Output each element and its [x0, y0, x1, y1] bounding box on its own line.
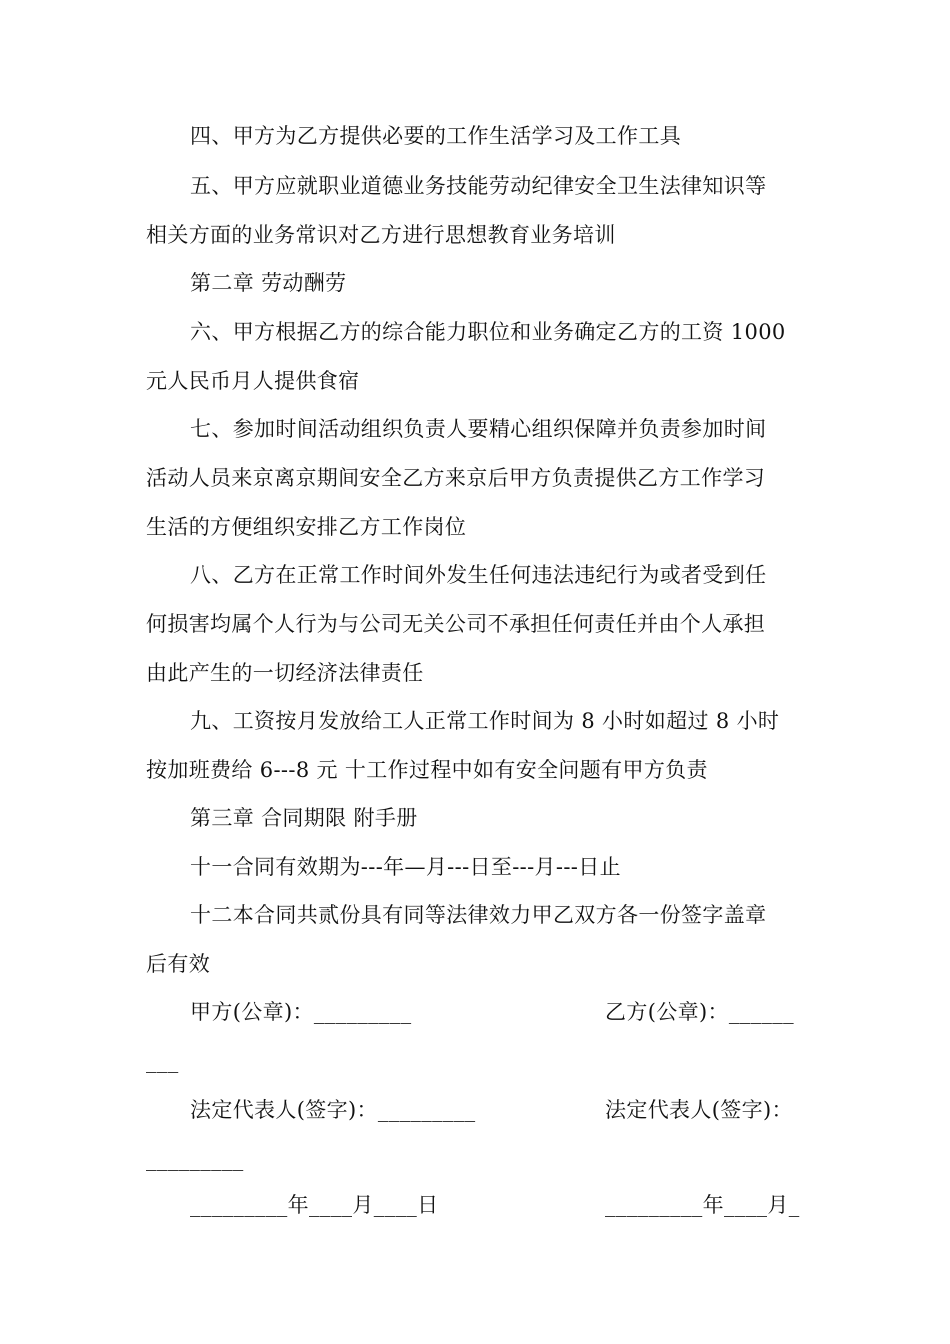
party-b-seal-field-cont: ___	[146, 1049, 179, 1073]
party-a-seal-field: 甲方(公章)：_________	[190, 1000, 412, 1024]
clause-7-cont-1: 活动人员来京离京期间安全乙方来京后甲方负责提供乙方工作学习	[146, 466, 766, 490]
clause-12: 十二本合同共贰份具有同等法律效力甲乙双方各一份签字盖章	[190, 903, 767, 927]
party-b-representative-field-cont: _________	[146, 1147, 244, 1171]
clause-5-cont: 相关方面的业务常识对乙方进行思想教育业务培训	[146, 223, 616, 247]
clause-6-cont: 元人民币月人提供食宿	[146, 369, 360, 393]
clause-9: 九、工资按月发放给工人正常工作时间为 8 小时如超过 8 小时	[190, 709, 780, 733]
clause-6: 六、甲方根据乙方的综合能力职位和业务确定乙方的工资 1000	[190, 320, 786, 344]
clause-8-cont-2: 由此产生的一切经济法律责任	[146, 661, 424, 685]
chapter-3-heading: 第三章 合同期限 附手册	[190, 806, 418, 830]
clause-11: 十一合同有效期为---年—月---日至---月---日止	[190, 855, 621, 879]
clause-9-cont: 按加班费给 6---8 元 十工作过程中如有安全问题有甲方负责	[146, 758, 708, 782]
party-b-seal-field: 乙方(公章)：______	[605, 1000, 794, 1024]
clause-7: 七、参加时间活动组织负责人要精心组织保障并负责参加时间	[190, 417, 767, 441]
party-a-date-field: _________年____月____日	[190, 1193, 439, 1217]
clause-4: 四、甲方为乙方提供必要的工作生活学习及工作工具	[190, 124, 682, 148]
clause-5: 五、甲方应就职业道德业务技能劳动纪律安全卫生法律知识等	[190, 174, 767, 198]
clause-8-cont-1: 何损害均属个人行为与公司无关公司不承担任何责任并由个人承担	[146, 612, 766, 636]
party-b-representative-field: 法定代表人(签字)：	[605, 1098, 793, 1122]
party-b-date-field: _________年____月_	[605, 1193, 800, 1217]
clause-8: 八、乙方在正常工作时间外发生任何违法违纪行为或者受到任	[190, 563, 767, 587]
chapter-2-heading: 第二章 劳动酬劳	[190, 271, 347, 295]
clause-7-cont-2: 生活的方便组织安排乙方工作岗位	[146, 515, 467, 539]
party-a-representative-field: 法定代表人(签字)：_________	[190, 1098, 476, 1122]
clause-12-cont: 后有效	[146, 952, 211, 976]
